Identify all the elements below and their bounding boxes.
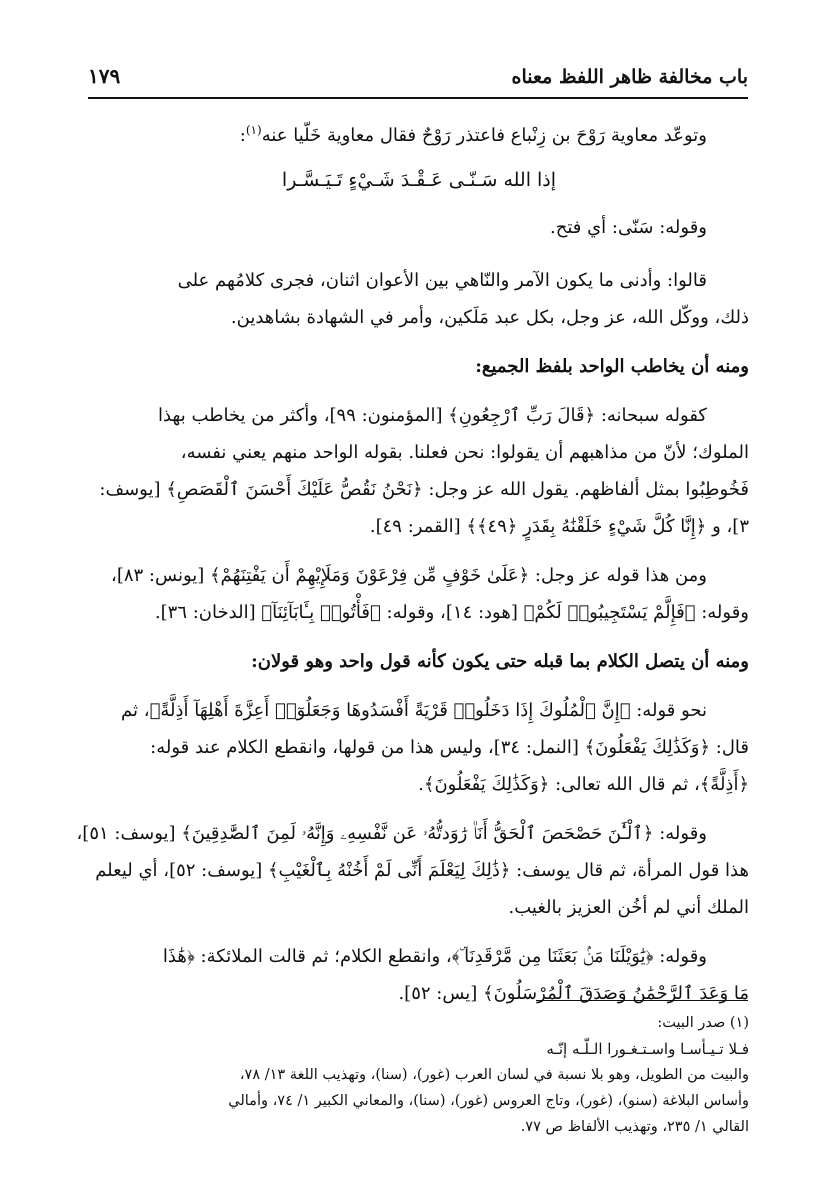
footnote-line: القالي ١/ ٢٣٥، وتهذيب الألفاظ ص ٧٧. (520, 1119, 749, 1135)
spacer (89, 631, 749, 643)
paragraph-line: كقوله سبحانه: ﴿قَالَ رَبِّ ٱرْجِعُونِ﴾ [المؤمنون: ٩٩]، وأكثر من يخاطب بهذا (157, 405, 707, 426)
footnote-marker: (١) (245, 123, 262, 137)
footnote-line: وأساس البلاغة (سنو)، (غور)، وتاج العروس (غور)، (سنا)، والمعاني الكبير ١/ ٧٤، وأمالي (228, 1093, 749, 1109)
footnotes (84, 1010, 749, 1140)
spacer (89, 336, 749, 348)
paragraph-line: ٣]، و ﴿إِنَّا كُلَّ شَيْءٍ خَلَقْنَٰهُ بِقَدَرٍ ﴿٤٩﴾﴾ [القمر: ٤٩]. (369, 516, 749, 537)
page-number: ١٧٩ (88, 64, 121, 88)
text-span: وتوعّد معاوية رَوْحَ بن زِنْباع فاعتذر رَوْحٌ فقال معاوية خَلّيا عنه (261, 125, 707, 146)
footnote-line: (١) صدر البيت: (657, 1015, 749, 1031)
spacer (89, 926, 749, 938)
paragraph-line: وقوله: سَنّى: أي فتح. (549, 217, 707, 238)
running-header (88, 62, 748, 92)
paragraph-line: قالوا: وأدنى ما يكون الآمر والنّاهي بين الأعوان اثنان، فجرى كلامُهم على (177, 270, 707, 291)
paragraph-line (89, 112, 749, 154)
spacer (89, 385, 749, 397)
chapter-title: باب مخالفة ظاهر اللفظ معناه (511, 66, 748, 88)
paragraph-line: ومن هذا قوله عز وجل: ﴿عَلَىٰ خَوْفٍ مِّن فِرْعَوْنَ وَمَلَإِيْهِمْ أَن يَفْتِنَهُمْ﴾ [يونس: ٨٣]، (111, 565, 707, 586)
footnote-verse: فـلا تـيـأسـا واسـتـغـورا الـلّـه إنّـه (546, 1040, 749, 1058)
paragraph-line: الملك أني لم أخُن العزيز بالغيب. (508, 897, 749, 918)
poem-verse: إذا الله سَـنّـى عَـقْـدَ شَـيْءٍ تَـيَـسَّـرا (281, 169, 557, 191)
paragraph-line: قال: ﴿وَكَذَٰلِكَ يَفْعَلُونَ﴾ [النمل: ٣٤]، وليس هذا من قولها، وانقطع الكلام عند قوله: (150, 737, 749, 758)
paragraph-line: وقوله: ﴿ٱلْـَٰٔنَ حَصْحَصَ ٱلْحَقُّ أَنَا۠ رَٰوَدتُّهُۥ عَن نَّفْسِهِۦ وَإِنَّهُۥ لَمِنَ ٱلصَّٰدِقِينَ﴾ [يوسف: ٥١]، (76, 823, 707, 844)
main-text (76, 112, 749, 1012)
text-span: : (239, 125, 246, 146)
paragraph-line: الملوك؛ لأنّ من مذاهبهم أن يقولوا: نحن فعلنا. بقوله الواحد منهم يعني نفسه، (180, 442, 749, 463)
paragraph-line: ذلك، ووكّل الله، عز وجل، بكل عبد مَلَكين، وأمر في الشهادة بشاهدين. (230, 307, 749, 328)
spacer (89, 250, 749, 262)
paragraph-line: فَخُوطِبُوا بمثل ألفاظهم. يقول الله عز وجل: ﴿نَحْنُ نَقُصُّ عَلَيْكَ أَحْسَنَ ٱلْقَصَصِ﴾ [يوسف: (99, 479, 749, 500)
spacer (89, 680, 749, 692)
section-heading: ومنه أن يخاطب الواحد بلفظ الجميع: (475, 356, 749, 377)
paragraph-line: ﴿أَذِلَّةً﴾، ثم قال الله تعالى: ﴿وَكَذَٰلِكَ يَفْعَلُونَ﴾. (418, 774, 749, 795)
footnote-line: والبيت من الطويل، وهو بلا نسبة في لسان العرب (غور)، (سنا)، وتهذيب اللغة ١٣/ ٧٨، (239, 1067, 749, 1083)
paragraph-line: مَا وَعَدَ ٱلرَّحْمَٰنُ وَصَدَقَ ٱلْمُرْسَلُونَ﴾ [يس: ٥٢]. (398, 983, 749, 1004)
spacer (89, 803, 749, 815)
section-heading: ومنه أن يتصل الكلام بما قبله حتى يكون كأنه قول واحد وهو قولان: (251, 651, 749, 672)
paragraph-line: وقوله: ﴿فَإِلَّمْ يَسْتَجِيبُوا۟ لَكُمْ﴾ [هود: ١٤]، وقوله: ﴿فَأْتُوا۟ بِـَٔابَآئِنَآ﴾ [الدخان: ٣٦]. (154, 602, 749, 623)
footnote-divider (536, 1000, 748, 1001)
header-divider (88, 97, 748, 99)
spacer (89, 545, 749, 557)
paragraph-line: وقوله: ﴿يَٰوَيْلَنَا مَنۢ بَعَثَنَا مِن مَّرْقَدِنَا ۜ﴾، وانقطع الكلام؛ ثم قالت الملائكة: ﴿هَٰذَا (162, 946, 707, 967)
paragraph-line: هذا قول المرأة، ثم قال يوسف: ﴿ذَٰلِكَ لِيَعْلَمَ أَنِّى لَمْ أَخُنْهُ بِٱلْغَيْبِ﴾ [يوسف: ٥٢]، أي ليعلم (95, 860, 749, 881)
paragraph-line: نحو قوله: ﴿إِنَّ ٱلْمُلُوكَ إِذَا دَخَلُوا۟ قَرْيَةً أَفْسَدُوهَا وَجَعَلُوٓا۟ أَعِزَّةَ أَهْلِهَآ أَذِلَّةً﴾، ثم (121, 700, 707, 721)
